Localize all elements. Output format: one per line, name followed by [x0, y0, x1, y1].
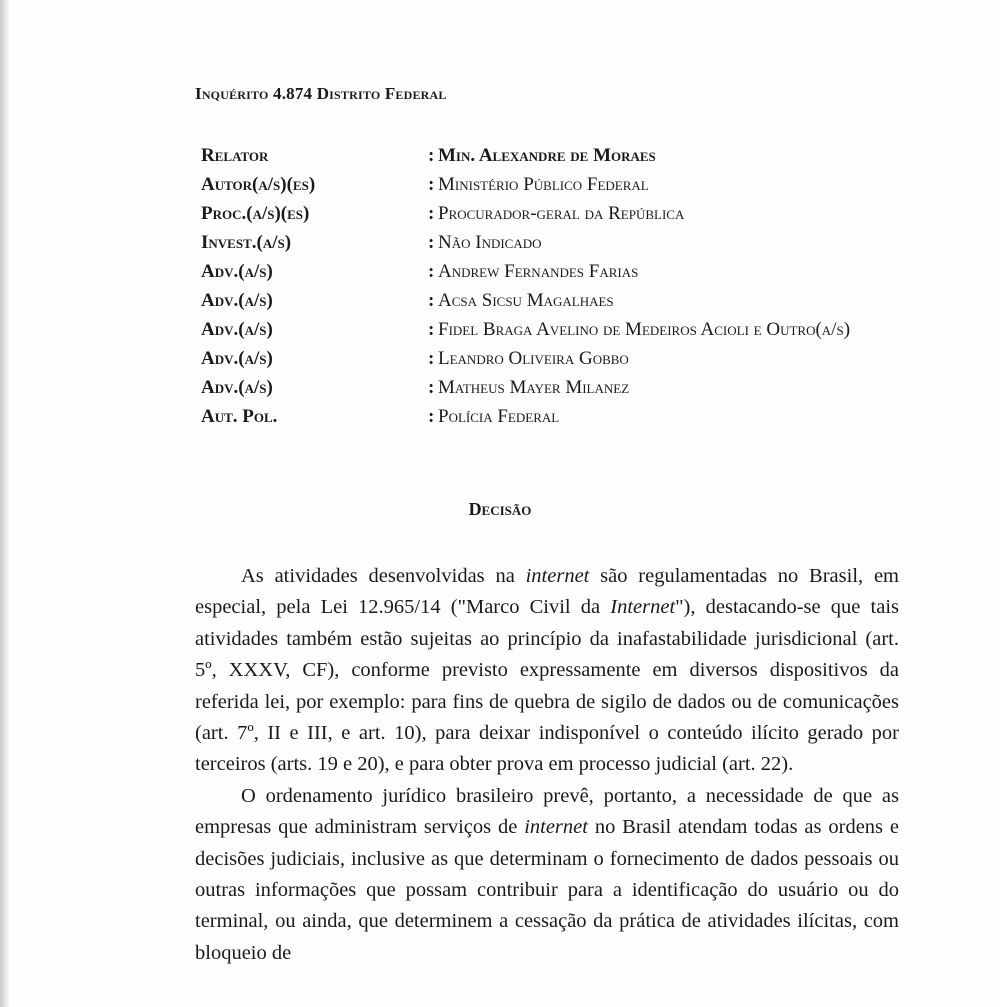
party-row	[201, 402, 901, 431]
party-colon: :	[428, 203, 435, 224]
decision-body	[195, 561, 899, 969]
party-role: Adv.(a/s)	[201, 261, 273, 282]
italic-term: internet	[524, 816, 588, 839]
party-colon: :	[428, 174, 435, 195]
party-row	[201, 344, 901, 373]
party-role: Autor(a/s)(es)	[201, 174, 316, 195]
party-row	[201, 141, 901, 170]
paragraph-text: O ordenamento jurídico brasileiro prevê, portanto, a necessidade de que as empresas que administram serviços de	[195, 784, 899, 839]
party-name: Leandro Oliveira Gobbo	[438, 348, 629, 369]
party-colon: :	[428, 232, 435, 253]
section-heading: Decisão	[468, 499, 532, 519]
party-role: Adv.(a/s)	[201, 319, 273, 340]
party-colon: :	[428, 406, 435, 427]
party-name: Não Indicado	[438, 232, 542, 253]
party-colon: :	[428, 145, 435, 166]
party-name: Min. Alexandre de Moraes	[438, 145, 656, 166]
parties-list	[201, 141, 901, 431]
party-role: Invest.(a/s)	[201, 232, 292, 253]
party-name: Acsa Sicsu Magalhaes	[438, 290, 614, 311]
party-row	[201, 199, 901, 228]
party-name: Matheus Mayer Milanez	[438, 377, 630, 398]
party-colon: :	[428, 377, 435, 398]
party-name: Ministério Público Federal	[438, 174, 649, 195]
italic-term: Internet	[610, 596, 676, 619]
party-row	[201, 170, 901, 199]
party-colon: :	[428, 261, 435, 282]
party-row	[201, 257, 901, 286]
body-paragraph	[195, 561, 899, 781]
party-role: Relator	[201, 145, 269, 166]
party-name: Andrew Fernandes Farias	[438, 261, 639, 282]
party-role: Adv.(a/s)	[201, 290, 273, 311]
party-colon: :	[428, 290, 435, 311]
party-name: Fidel Braga Avelino de Medeiros Acioli e Outro(a/s)	[438, 319, 851, 340]
party-role: Proc.(a/s)(es)	[201, 203, 310, 224]
party-name: Procurador-geral da República	[438, 203, 685, 224]
case-title: Inquérito 4.874 Distrito Federal	[195, 84, 447, 103]
party-row	[201, 286, 901, 315]
paragraph-text: "), destacando-se que tais atividades também estão sujeitas ao princípio da inafastabilidade jurisdicional (art. 5º, XXXV, CF), conforme previsto expressamente em diversos dispositivos da referida lei, por exemplo: para fins de quebra de sigilo de dados ou de comunicações (art. 7º, II e III, e art. 10), para deixar indisponível o conteúdo ilícito gerado por terceiros (arts. 19 e 20), e para obter prova em processo judicial (art. 22).	[195, 596, 899, 776]
party-colon: :	[428, 348, 435, 369]
body-paragraph	[195, 781, 899, 969]
party-name: Polícia Federal	[438, 406, 560, 427]
party-role: Aut. Pol.	[201, 406, 278, 427]
party-row	[201, 373, 901, 402]
party-colon: :	[428, 319, 435, 340]
party-row	[201, 228, 901, 257]
paragraph-text: são regulamentadas no Brasil, em especial, pela Lei 12.965/14 ("Marco Civil da	[195, 565, 899, 619]
party-role: Adv.(a/s)	[201, 377, 273, 398]
party-role: Adv.(a/s)	[201, 348, 273, 369]
italic-term: internet	[525, 565, 590, 587]
party-row	[201, 315, 901, 344]
paragraph-text: As atividades desenvolvidas na	[241, 565, 526, 587]
paragraph-text: no Brasil atendam todas as ordens e decisões judiciais, inclusive as que determinam o fornecimento de dados pessoais ou outras informações que possam contribuir para a identificação do usuário ou do terminal, ou ainda, que determinem a cessação da prática de atividades ilícitas, com bloqueio de	[195, 816, 899, 964]
